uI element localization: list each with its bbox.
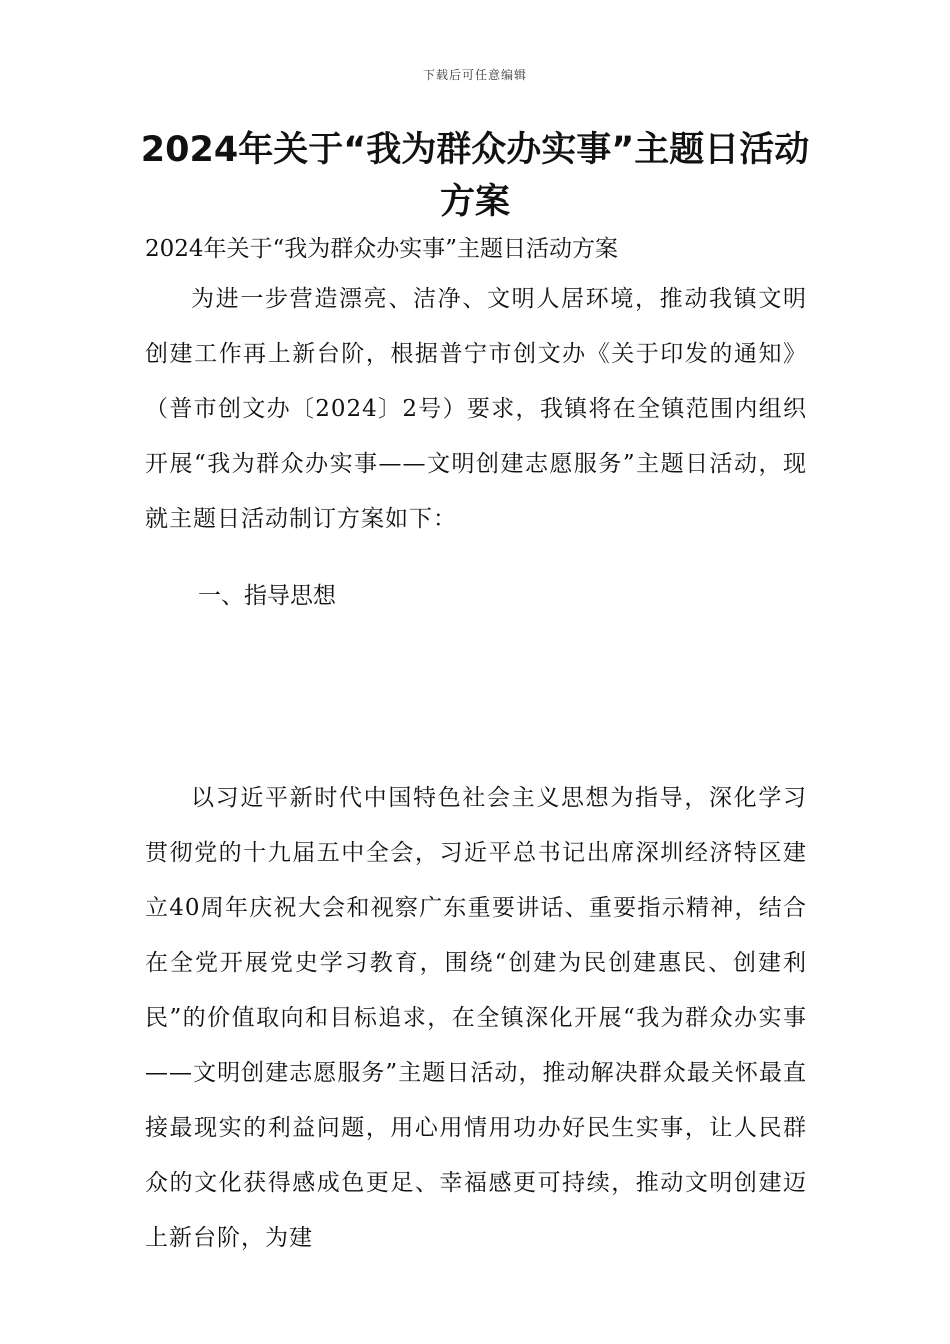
header-note: 下载后可任意编辑 (422, 68, 527, 82)
document-subtitle: 2024年关于“我为群众办实事”主题日活动方案 (145, 236, 619, 262)
document-title: 2024年关于“我为群众办实事”主题日活动方案 (140, 130, 810, 222)
intro-paragraph: 为进一步营造漂亮、洁净、文明人居环境，推动我镇文明创建工作再上新台阶，根据普宁市创文办《关于印发的通知》（普市创文办〔2024〕2号）要求，我镇将在全镇范围内组织开展“我为群众办实事——文明创建志愿服务”主题日活动，现就主题日活动制订方案如下： (145, 286, 807, 532)
section-paragraph-guiding-ideology: 以习近平新时代中国特色社会主义思想为指导，深化学习贯彻党的十九届五中全会，习近平总书记出席深圳经济特区建立40周年庆祝大会和视察广东重要讲话、重要指示精神，结合在全党开展党史学习教育，围绕“创建为民创建惠民、创建利民”的价值取向和目标追求，在全镇深化开展“我为群众办实事——文明创建志愿服务”主题日活动，推动解决群众最关怀最直接最现实的利益问题，用心用情用功办好民生实事，让人民群众的文化获得感成色更足、幸福感更可持续，推动文明创建迈上新台阶，为建 (145, 785, 807, 1251)
section-heading-guiding-ideology: 一、指导思想 (198, 583, 336, 609)
